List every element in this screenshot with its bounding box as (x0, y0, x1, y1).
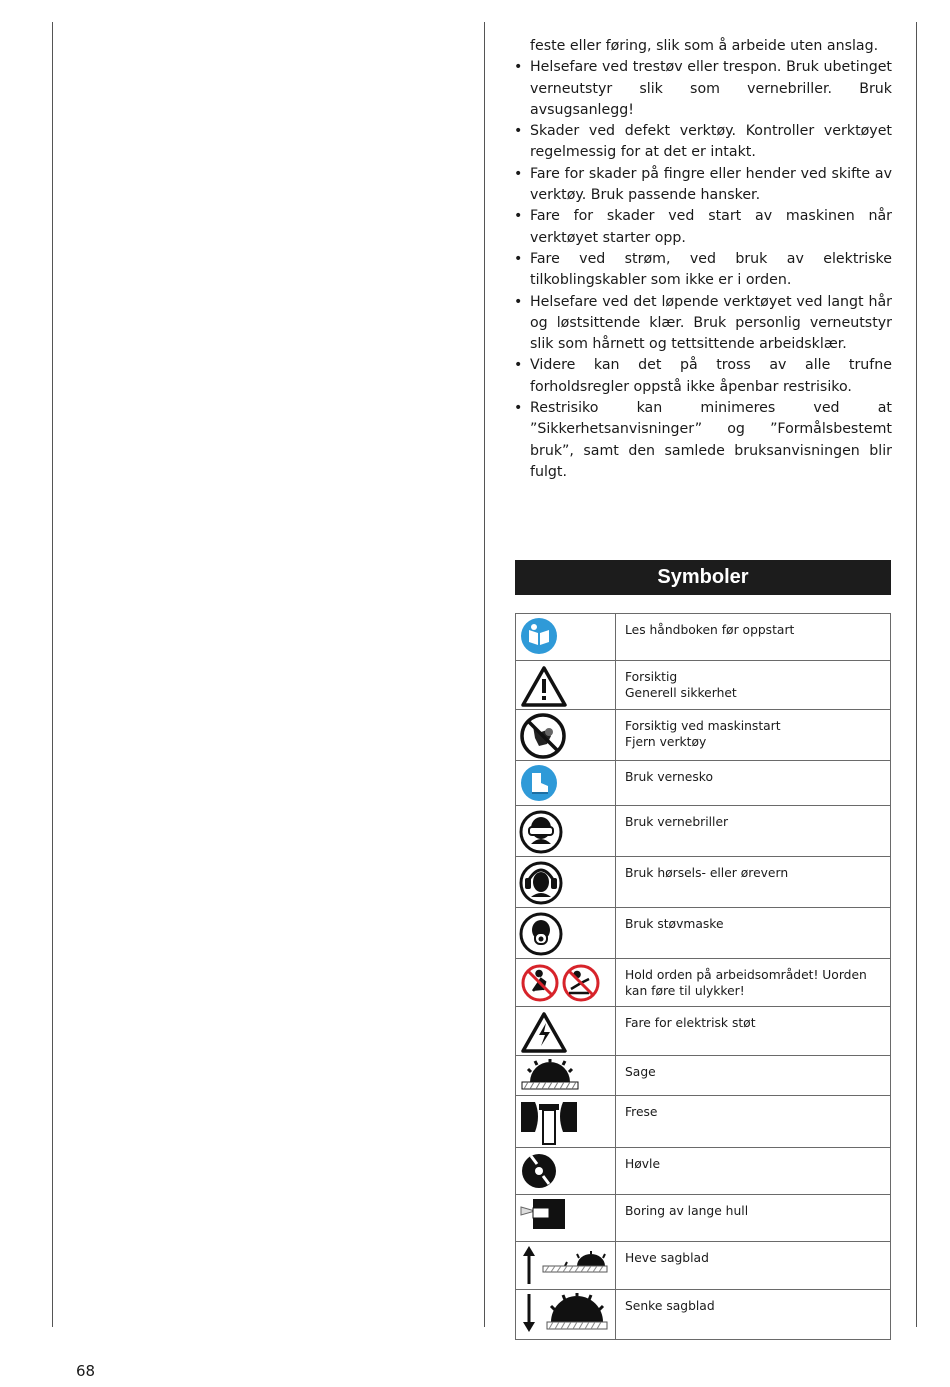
symbol-description-line: Hold orden på arbeidsområdet! Uorden kan føre til ulykker! (625, 968, 867, 998)
symbol-cell (516, 959, 616, 1007)
lower-blade-icon (516, 1290, 615, 1336)
mill-icon (516, 1096, 615, 1146)
list-item (514, 206, 892, 249)
symbol-description (616, 614, 891, 661)
electric-shock-icon (516, 1007, 615, 1055)
list-item (514, 398, 892, 483)
table-row (516, 1007, 891, 1056)
no-tools-start-icon (516, 710, 615, 760)
symbol-description-line: Heve sagblad (625, 1251, 709, 1265)
symbol-cell (516, 614, 616, 661)
slip-trip-hazard-icon (516, 959, 615, 1005)
symbol-description-line: Fare for elektrisk støt (625, 1016, 756, 1030)
right-margin-rule (916, 22, 917, 1327)
symbol-description-line: Fjern verktøy (625, 735, 707, 749)
drill-long-hole-icon (516, 1195, 615, 1231)
symbol-cell (516, 710, 616, 761)
column-divider-rule (484, 22, 485, 1327)
symbol-description-line: Bruk hørsels- eller ørevern (625, 866, 789, 880)
table-row (516, 908, 891, 959)
symbol-description-line: Boring av lange hull (625, 1204, 749, 1218)
symbol-description-line: Sage (625, 1065, 656, 1079)
list-item-text: Fare ved strøm, ved bruk av elektriske tilkoblingskabler som ikke er i orden. (530, 250, 892, 289)
bullet-marker: • (514, 208, 523, 225)
residual-risk-list (514, 57, 892, 483)
symbol-description (616, 857, 891, 908)
symbol-cell (516, 908, 616, 959)
symbol-description-line: Bruk støvmaske (625, 917, 724, 931)
bullet-marker: • (514, 400, 523, 417)
symbol-description (616, 806, 891, 857)
symbol-description-line: Forsiktig (625, 670, 678, 684)
symbol-description (616, 1242, 891, 1290)
list-item-text: Helsefare ved trestøv eller trespon. Bruk ubetinget verneutstyr slik som vernebriller. Bruk avsugsanlegg! (530, 59, 892, 118)
symbol-description (616, 1007, 891, 1056)
symbol-cell (516, 1242, 616, 1290)
symbol-cell (516, 1195, 616, 1242)
table-row (516, 1290, 891, 1340)
symbol-cell (516, 1290, 616, 1340)
list-item (514, 249, 892, 292)
symbol-cell (516, 1096, 616, 1148)
symbol-description (616, 1148, 891, 1195)
table-row (516, 710, 891, 761)
bullet-marker: • (514, 123, 523, 140)
symbol-description-line: Frese (625, 1105, 658, 1119)
list-item (514, 57, 892, 121)
symbol-cell (516, 1148, 616, 1195)
table-row (516, 761, 891, 806)
list-item-text: Fare for skader på fingre eller hender ved skifte av verktøy. Bruk passende hansker. (530, 165, 892, 204)
warning-triangle-icon (516, 661, 615, 709)
symbol-description (616, 661, 891, 710)
page-number: 68 (76, 1362, 96, 1380)
symbol-description-line: Bruk vernebriller (625, 815, 729, 829)
symbol-cell (516, 1056, 616, 1096)
bullet-marker: • (514, 59, 523, 76)
list-item (514, 292, 892, 356)
symbol-description (616, 959, 891, 1007)
table-row (516, 857, 891, 908)
symbol-cell (516, 806, 616, 857)
symbol-description (616, 908, 891, 959)
list-item (514, 121, 892, 164)
table-row (516, 1195, 891, 1242)
list-item (514, 355, 892, 398)
continuation-line: feste eller føring, slik som å arbeide uten anslag. (530, 38, 879, 54)
residual-risk-text (514, 36, 892, 483)
list-item-text: Skader ved defekt verktøy. Kontroller verktøyet regelmessig for at det er intakt. (530, 123, 892, 161)
dust-mask-icon (516, 908, 615, 958)
symbol-description (616, 761, 891, 806)
bullet-marker: • (514, 250, 523, 267)
symbol-description (616, 1096, 891, 1148)
bullet-marker: • (514, 165, 523, 182)
symbol-cell (516, 661, 616, 710)
symbol-description-line: Les håndboken før oppstart (625, 623, 795, 637)
symbol-description-line: Høvle (625, 1157, 661, 1171)
saw-icon (516, 1056, 615, 1092)
symbol-description-line: Generell sikkerhet (625, 686, 737, 700)
list-item-text: Helsefare ved det løpende verktøyet ved langt hår og løstsittende klær. Bruk personlig verneutstyr slik som hårnett og tettsittende arbeidsklær. (530, 293, 892, 353)
symbols-table (515, 613, 891, 1340)
symbol-description-line: Forsiktig ved maskinstart (625, 719, 781, 733)
table-row (516, 959, 891, 1007)
symbol-description (616, 1056, 891, 1096)
list-item-text: Restrisiko kan minimeres ved at ”Sikkerhetsanvisninger” og ”Formålsbestemt bruk”, samt den samlede bruksanvisningen blir fulgt. (530, 400, 892, 480)
plane-icon (516, 1148, 615, 1192)
symbol-description (616, 1195, 891, 1242)
symbol-description (616, 710, 891, 761)
ear-protection-icon (516, 857, 615, 907)
table-row (516, 1148, 891, 1195)
read-manual-icon (516, 614, 615, 656)
bullet-marker: • (514, 357, 523, 374)
symbol-description-line: Senke sagblad (625, 1299, 715, 1313)
list-item-text: Videre kan det på tross av alle trufne forholdsregler oppstå ikke åpenbar restrisiko. (530, 357, 892, 395)
symbol-cell (516, 1007, 616, 1056)
symbol-description (616, 1290, 891, 1340)
safety-boot-icon (516, 761, 615, 803)
table-row (516, 661, 891, 710)
table-row (516, 1056, 891, 1096)
table-row (516, 806, 891, 857)
symbol-cell (516, 857, 616, 908)
symbols-heading: Symboler (515, 560, 891, 595)
table-row (516, 614, 891, 661)
safety-goggles-icon (516, 806, 615, 856)
table-row (516, 1242, 891, 1290)
list-item (514, 164, 892, 207)
raise-blade-icon (516, 1242, 615, 1286)
list-item-text: Fare for skader ved start av maskinen når verktøyet starter opp. (530, 208, 892, 246)
left-margin-rule (52, 22, 53, 1327)
symbol-description-line: Bruk vernesko (625, 770, 713, 784)
bullet-marker: • (514, 293, 523, 310)
table-row (516, 1096, 891, 1148)
symbol-cell (516, 761, 616, 806)
